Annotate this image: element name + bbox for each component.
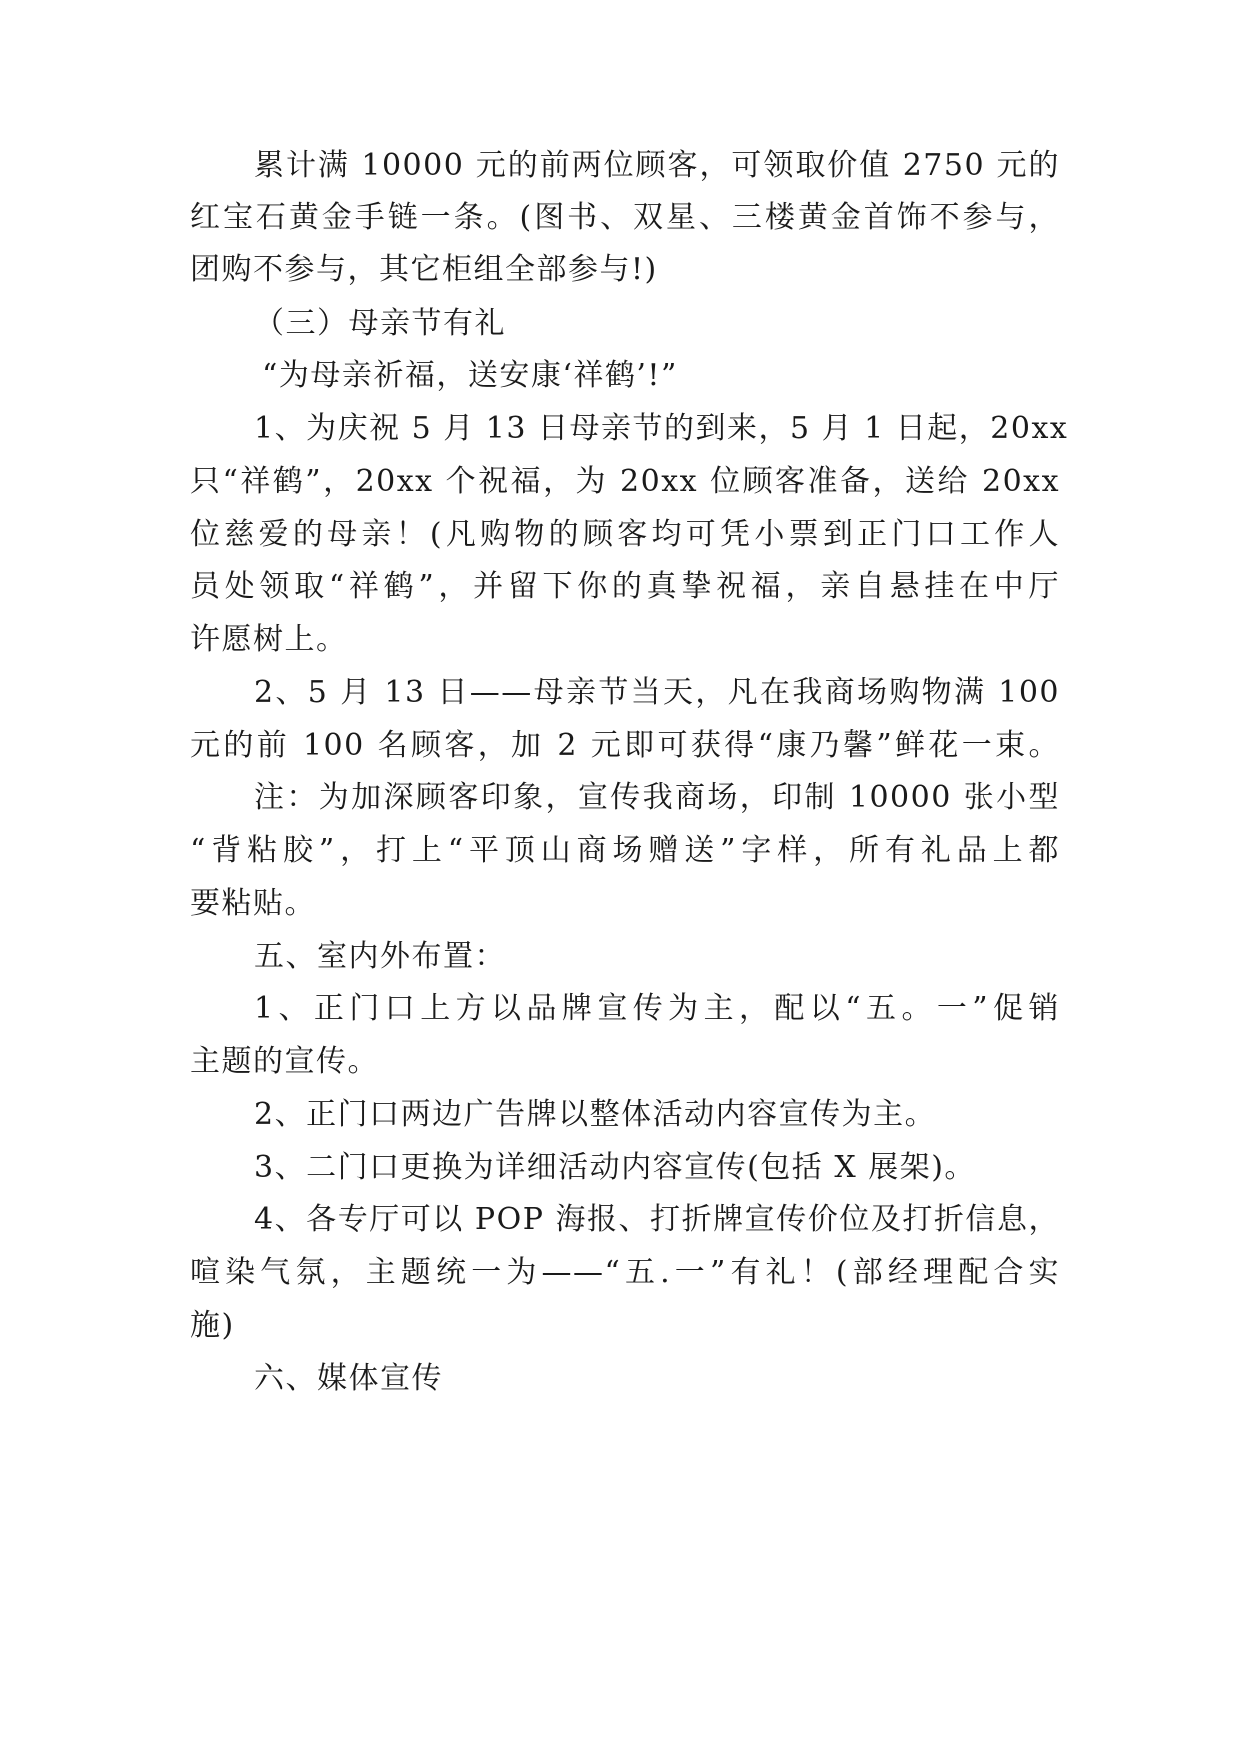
text-line: 施) [190, 1308, 235, 1343]
section-heading: 六、媒体宣传 [254, 1361, 443, 1396]
text-line: 只“祥鹤”，20xx 个祝福，为 20xx 位顾客准备，送给 20xx [190, 464, 1060, 499]
note-line: 注：为加深顾客印象，宣传我商场，印制 10000 张小型 [254, 780, 1060, 815]
text-line: 2、正门口两边广告牌以整体活动内容宣传为主。 [254, 1097, 937, 1132]
text-line: 1、为庆祝 5 月 13 日母亲节的到来，5 月 1 日起，20xx [254, 411, 1069, 446]
text-line: 位慈爱的母亲！(凡购物的顾客均可凭小票到正门口工作人 [190, 517, 1060, 552]
text-line: 2、5 月 13 日——母亲节当天，凡在我商场购物满 100 [254, 675, 1060, 710]
note-line: “背粘胶”，打上“平顶山商场赠送”字样，所有礼品上都 [190, 833, 1060, 868]
text-line: 主题的宣传。 [190, 1044, 379, 1079]
text-line: 累计满 10000 元的前两位顾客，可领取价值 2750 元的 [254, 148, 1060, 183]
text-line: 4、各专厅可以 POP 海报、打折牌宣传价位及打折信息， [254, 1202, 1060, 1237]
text-line: 团购不参与，其它柜组全部参与!) [190, 252, 658, 287]
slogan: “为母亲祈福，送安康‘祥鹤’!” [262, 358, 678, 393]
text-line: 1、正门口上方以品牌宣传为主，配以“五。一”促销 [254, 991, 1060, 1026]
text-line: 许愿树上。 [190, 622, 348, 657]
section-heading: 五、室内外布置： [254, 939, 506, 974]
section-heading: （三）母亲节有礼 [254, 306, 506, 341]
text-line: 喧染气氛，主题统一为——“五.一”有礼！(部经理配合实 [190, 1255, 1060, 1290]
text-line: 元的前 100 名顾客，加 2 元即可获得“康乃馨”鲜花一束。 [190, 728, 1060, 763]
note-line: 要粘贴。 [190, 886, 316, 921]
text-line: 红宝石黄金手链一条。(图书、双星、三楼黄金首饰不参与， [190, 200, 1060, 235]
text-line: 3、二门口更换为详细活动内容宣传(包括 X 展架)。 [254, 1150, 976, 1185]
text-line: 员处领取“祥鹤”，并留下你的真挚祝福，亲自悬挂在中厅 [190, 569, 1060, 604]
